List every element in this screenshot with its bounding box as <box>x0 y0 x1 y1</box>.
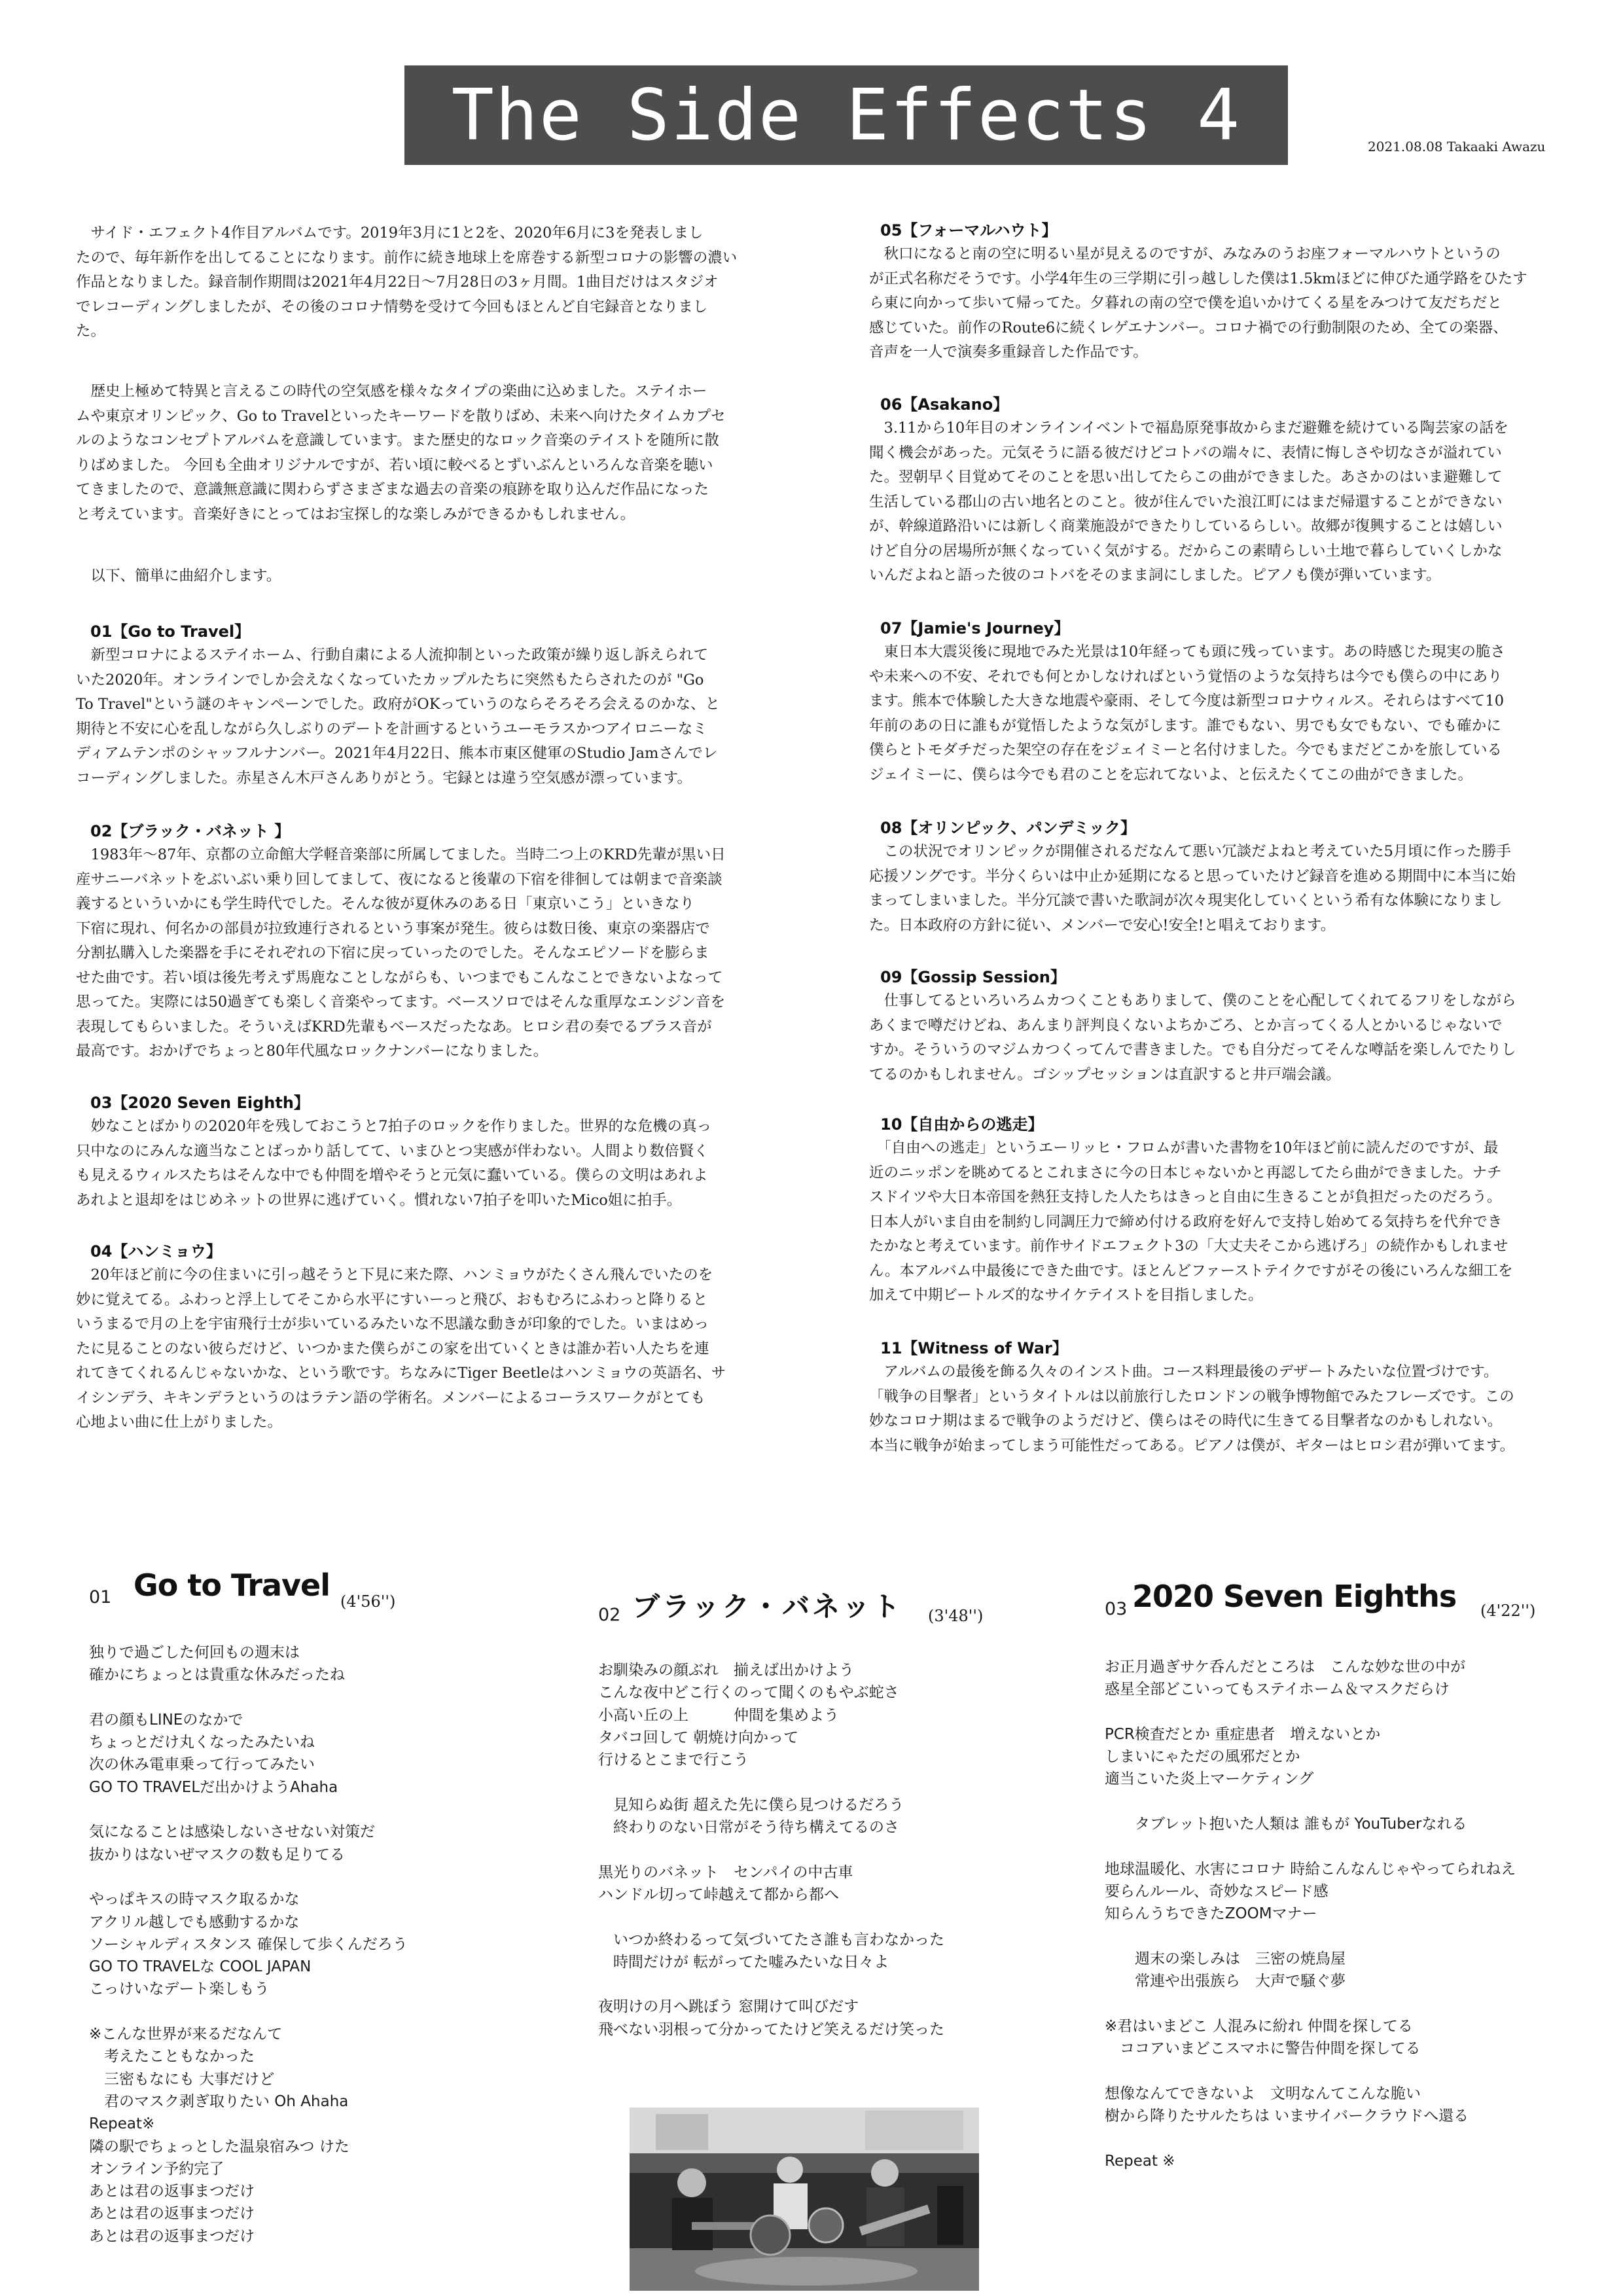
lyric-03-text: お正月過ぎサケ呑んだところは こんな妙な世の中が 惑星全部どこいってもステイホーム＆マスクだらけ PCR検査だとか 重症患者 増えないとか しまいにゃただの風邪だとか 適当こいた炎上マーケティング タブレット抱いた人類は 誰もが YouTuberなれる 地球温暖化、水害にコロナ 時給こんなんじゃやってられねえ 要らんルール、奇妙なスピード感 知らんうちできたZOOMマナー 週末の楽しみは 三密の焼鳥屋 常連や出張族ら 大声で騒ぐ夢 ※君はいまどこ 人混みに紛れ 仲間を探してる ココアいまどこスマホに警告仲間を探してる 想像なんてできないよ 文明なんてこんな脆い 樹から降りたサルたちは いまサイバークラウドへ還る Repeat ※ <box>1105 1659 1516 2170</box>
song-01-description: 新型コロナによるステイホーム、行動自粛による人流抑制といった政策が繰り返し訴えられて いた2020年。オンラインでしか会えなくなっていたカップルたちに突然もたらされたのが "Go To Travel"という謎のキャンペーンでした。政府がOKっていうのならそろそろ会えるのかな、と 期待と不安に心を乱しながら久しぶりのデートを計画するというユーモラスかつアイロニーなミ ディアムテンポのシャッフルナンバー。2021年4月22日、熊本市東区健軍のStudio Jamさんでレ コーディングしました。赤星さん木戸さんありがとう。宅録とは違う空気感が漂っています。 <box>76 647 721 787</box>
song-09-description: 仕事してるといろいろムカつくこともありまして、僕のことを心配してくれてるフリをしながら あくまで噂だけどね、あんまり評判良くないよちかごろ、とか言ってくる人とかいるじゃないで すか。そういうのマジムカつくってんで書きました。でも自分だってそんな噂話を楽しんでたりし てるのかもしれません。ゴシップセッションは直訳すると井戸端会議。 <box>869 992 1516 1083</box>
intro-paragraph-3: 以下、簡単に曲紹介します。 <box>76 567 281 584</box>
song-03-heading: 03【2020 Seven Eighth】 <box>90 1094 310 1112</box>
song-01-heading: 01【Go to Travel】 <box>90 622 251 641</box>
song-04-heading: 04【ハンミョウ】 <box>90 1242 222 1261</box>
lyric-01-text: 独りで過ごした何回もの週末は 確かにちょっとは貴重な休みだったね 君の顔もLINEのなかで ちょっとだけ丸くなったみたいね 次の休み電車乗って行ってみたい GO TO TRAVELだ出かけようAhaha 気になることは感染しないさせない対策だ 抜かりはないぜマスクの数も足りてる やっぱキスの時マスク取るかな アクリル越しでも感動するかな ソーシャルディスタンス 確保して歩くんだろう GO TO TRAVELな COOL JAPAN こっけいなデート楽しもう ※こんな世界が来るだなんて 考えたこともなかった 三密もなにも 大事だけど 君のマスク剥ぎ取りたい Oh Ahaha Repeat※ 隣の駅でちょっとした温泉宿みつ けた オンライン予約完了 あとは君の返事まつだけ あとは君の返事まつだけ あとは君の返事まつだけ <box>89 1644 408 2245</box>
lyric-01-duration: (4'56'') <box>340 1592 396 1611</box>
song-03-description: 妙なことばかりの2020年を残しておこうと7拍子のロックを作りました。世界的な危機の真っ 只中なのにみんな適当なことばっかり話してて、いまひとつ実感が伴わない。人間より数倍賢く も見えるウィルスたちはそんな中でも仲間を増やそうと元気に蠢いている。僕らの文明はあれよ あれよと退却をはじめネットの世界に逃げていく。慣れない7拍子を叩いたMico姐に拍手。 <box>76 1118 712 1209</box>
song-11-description: アルバムの最後を飾る久々のインスト曲。コース料理最後のデザートみたいな位置づけです。 「戦争の目撃者」というタイトルは以前旅行したロンドンの戦争博物館でみたフレーズです。この 妙なコロナ期はまるで戦争のようだけど、僕らはその時代に生きてる目撃者なのかもしれない。 本当に戦争が始まってしまう可能性だってある。ピアノは僕が、ギターはヒロシ君が弾いてます。 <box>869 1363 1515 1454</box>
band-photo-illustration <box>630 2108 979 2291</box>
song-06-heading: 06【Asakano】 <box>880 395 1009 414</box>
song-10-description: 「自由への逃走」というエーリッヒ・フロムが書いた書物を10年ほど前に読んだのですが、最 近のニッポンを眺めてるとこれまさに今の日本じゃないかと再認してたら曲ができました。ナチ スドイツや大日本帝国を熱狂支持した人たちはきっと自由に生きることが負担だったのだろう。 日本人がいま自由を制約し同調圧力で締め付ける政府を好んで支持し始めてる気持ちを代弁でき たかなと考えています。前作サイドエフェクト3の「大丈夫そこから逃げろ」の続作かもしれませ ん。本アルバム中最後にできた曲です。ほとんどファーストテイクですがその後にいろんな細工を 加えて中期ビートルズ的なサイケテイストを目指しました。 <box>869 1139 1513 1304</box>
song-05-description: 秋口になると南の空に明るい星が見えるのですが、みなみのうお座フォーマルハウトというの が正式名称だそうです。小学4年生の三学期に引っ越しした僕は1.5kmほどに伸びた通学路をひたす ら東に向かって歩いて帰ってた。夕暮れの南の空で僕を追いかけてくる星をみつけて友だちだと 感じていた。前作のRoute6に続くレゲエナンバー。コロナ禍での行動制限のため、全ての楽器、 音声を一人で演奏多重録音した作品です。 <box>869 245 1527 361</box>
song-07-heading: 07【Jamie's Journey】 <box>880 619 1070 637</box>
song-02-description: 1983年〜87年、京都の立命館大学軽音楽部に所属してました。当時二つ上のKRD先輩が黒い日 産サニーバネットをぶいぶい乗り回してまして、夜になると後輩の下宿を徘徊しては朝まで音楽談 義するといういかにも学生時代でした。そんな彼が夏休みのある日「東京いこう」といきなり 下宿に現れ、何名かの部員が拉致連行されるという事案が発生。彼らは数日後、東京の楽器店で 分割払購入した楽器を手にそれぞれの下宿に戻っていったのでした。そんなエピソードを膨らま せた曲です。若い頃は後先考えず馬鹿なことしながらも、いつまでもこんなことできないよなって 思ってた。実際には50過ぎても楽しく音楽やってます。ベースソロではそんな重厚なエンジン音を 表現してもらいました。そういえばKRD先輩もベースだったなあ。ヒロシ君の奏でるブラス音が 最高です。おかげでちょっと80年代風なロックナンバーになりました。 <box>76 846 726 1060</box>
song-04-description: 20年ほど前に今の住まいに引っ越そうと下見に来た際、ハンミョウがたくさん飛んでいたのを 妙に覚えてる。ふわっと浮上してそこから水平にすいーっと飛び、おもむろにふわっと降りると いうまるで月の上を宇宙飛行士が歩いているみたいな不思議な動きが印象的でした。いまはめっ たに見ることのない彼らだけど、いつかまた僕らがこの家を出ていくときは誰か若い人たちを連 れてきてくれるんじゃないかな、という歌です。ちなみにTiger Beetleはハンミョウの英語名、サ イシンデラ、キキンデラというのはラテン語の学術名。メンバーによるコーラスワークがとても 心地よい曲に仕上がりました。 <box>76 1266 726 1431</box>
song-08-description: この状況でオリンピックが開催されるだなんて悪い冗談だよねと考えていた5月頃に作った勝手 応援ソングです。半分くらいは中止か延期になると思っていたけど録音を進める期間中に本当に始 まってしまいました。半分冗談で書いた歌詞が次々現実化していくという希有な体験になりまし た。日本政府の方針に従い、メンバーで安心!安全!と唱えております。 <box>869 843 1516 934</box>
intro-paragraph-1: サイド・エフェクト4作目アルバムです。2019年3月に1と2を、2020年6月に3を発表しまし たので、毎年新作を出してることになります。前作に続き地球上を席巻する新型コロナの影響の濃い 作品となりました。録音制作期間は2021年4月22日〜7月28日の3ヶ月間。1曲目だけはスタジオ でレコーディングしましたが、その後のコロナ情勢を受けて今回もほとんど自宅録音となりまし た。 <box>76 224 738 340</box>
song-08-heading: 08【オリンピック、パンデミック】 <box>880 819 1136 837</box>
lyric-02-duration: (3'48'') <box>928 1607 984 1625</box>
song-06-description: 3.11から10年目のオンラインイベントで福島原発事故からまだ避難を続けている陶芸家の話を 聞く機会があった。元気そうに語る彼だけどコトバの端々に、表情に悔しさや切なさが溢れてい た。翌朝早く目覚めてそのことを思い出してたらこの曲ができました。あさかのはいま避難して 生活している郡山の古い地名とのこと。彼が住んでいた浪江町にはまだ帰還することができない が、幹線道路沿いには新しく商業施設ができたりしているらしい。故郷が復興することは嬉しい けど自分の居場所が無くなっていく気がする。だからこの素晴らしい土地で暮らしていくしかな いんだよねと語った彼のコトバをそのまま詞にしました。ピアノも僕が弾いています。 <box>869 420 1508 584</box>
song-10-heading: 10【自由からの逃走】 <box>880 1115 1044 1134</box>
date-author: 2021.08.08 Takaaki Awazu <box>1368 139 1546 154</box>
lyric-01-title: Go to Travel <box>134 1568 330 1603</box>
lyric-02-text: お馴染みの顔ぶれ 揃えば出かけよう こんな夜中どこ行くのって聞くのもやぶ蛇さ 小高い丘の上 仲間を集めよう タバコ回して 朝焼け向かって 行けるとこまで行こう 見知らぬ街 超えた先に僕ら見つけるだろう 終わりのない日常がそう待ち構えてるのさ 黒光りのバネット センパイの中古車 ハンドル切って峠越えて都から都へ いつか終わるって気づいてたさ誰も言わなかった 時間だけが 転がってた嘘みたいな日々よ 夜明けの月へ跳ぼう 窓開けて叫びだす 飛べない羽根って分かってたけど笑えるだけ笑った <box>598 1662 944 2038</box>
title-banner <box>404 65 1288 165</box>
band-photo <box>630 2108 979 2291</box>
song-02-heading: 02【ブラック・バネット 】 <box>90 822 291 840</box>
intro-paragraph-2: 歴史上極めて特異と言えるこの時代の空気感を様々なタイプの楽曲に込めました。ステイホー ムや東京オリンピック、Go to Travelといったキーワードを散りばめ、未来へ向けたタイムカプセ ルのようなコンセプトアルバムを意識しています。また歴史的なロック音楽のテイストを随所に散 りばめました。 今回も全曲オリジナルですが、若い頃に較べるとずいぶんといろんな音楽を聴い てきましたので、意識無意識に関わらずさまざまな過去の音楽の痕跡を取り込んだ作品になった と考えています。音楽好きにとってはお宝探し的な楽しみができるかもしれません。 <box>76 383 726 523</box>
song-09-heading: 09【Gossip Session】 <box>880 968 1066 986</box>
lyric-02-number: 02 <box>598 1605 621 1625</box>
lyric-03-number: 03 <box>1105 1599 1128 1619</box>
song-11-heading: 11【Witness of War】 <box>880 1339 1068 1357</box>
lyric-02-title: ブラック・バネット <box>632 1590 903 1623</box>
lyric-01-number: 01 <box>89 1587 112 1607</box>
song-05-heading: 05【フォーマルハウト】 <box>880 221 1058 240</box>
lyric-03-title: 2020 Seven Eighths <box>1132 1579 1457 1614</box>
album-title: The Side Effects 4 <box>451 74 1241 156</box>
lyric-03-duration: (4'22'') <box>1480 1602 1536 1620</box>
song-07-description: 東日本大震災後に現地でみた光景は10年経っても頭に残っています。あの時感じた現実の脆さ や未来への不安、それでも何とかしなければという覚悟のような気持ちは今でも僕らの中にあり ます。熊本で体験した大きな地震や豪雨、そして今度は新型コロナウィルス。それらはすべて10 年前のあの日に誰もが覚悟したような気がします。誰でもない、男でも女でもない、でも確かに 僕らとトモダチだった架空の存在をジェイミーと名付けました。今でもまだどこかを旅している ジェイミーに、僕らは今でも君のことを忘れてないよ、と伝えたくてこの曲ができました。 <box>869 643 1505 783</box>
